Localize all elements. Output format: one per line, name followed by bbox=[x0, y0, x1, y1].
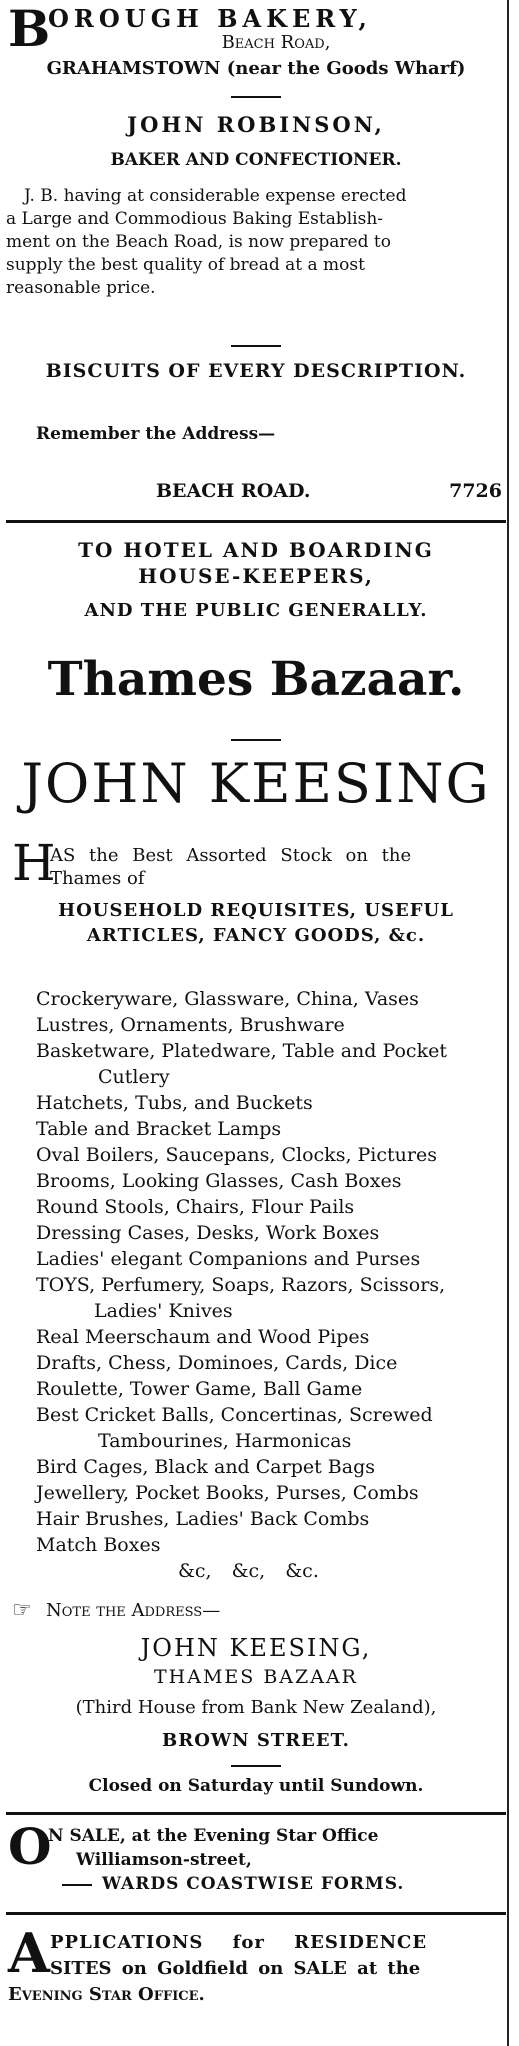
bakery-body-line: ment on the Beach Road, is now prepared to bbox=[6, 232, 391, 252]
bazaar-item: Hatchets, Tubs, and Buckets bbox=[36, 1092, 313, 1114]
sale-line: Williamson-street, bbox=[76, 1850, 252, 1870]
bazaar-categories-line: ARTICLES, FANCY GOODS, &c. bbox=[86, 925, 426, 946]
bazaar-item: Lustres, Ornaments, Brushware bbox=[36, 1014, 345, 1036]
bazaar-item: Bird Cages, Black and Carpet Bags bbox=[36, 1456, 375, 1478]
bazaar-item: Tambourines, Harmonicas bbox=[98, 1430, 352, 1452]
bazaar-etc: &c, &c, &c. bbox=[178, 1560, 319, 1582]
bazaar-item: Cutlery bbox=[98, 1066, 170, 1088]
divider bbox=[231, 96, 281, 98]
bakery-street: Beach Road, bbox=[221, 32, 331, 53]
divider bbox=[231, 1765, 281, 1767]
sale-line: WARDS COASTWISE FORMS. bbox=[102, 1874, 405, 1894]
bazaar-addr-name: JOHN KEESING, bbox=[140, 1634, 372, 1662]
bazaar-note: Note the Address— bbox=[46, 1600, 221, 1621]
bazaar-name: Thames Bazaar. bbox=[47, 652, 465, 707]
section-rule bbox=[6, 1912, 506, 1915]
bakery-body-line: supply the best quality of bread at a most bbox=[6, 255, 365, 275]
bazaar-intro-line: TO HOTEL AND BOARDING bbox=[78, 538, 434, 562]
bazaar-item: Real Meerschaum and Wood Pipes bbox=[36, 1326, 370, 1348]
pointing-hand-icon: ☞ bbox=[12, 1598, 32, 1623]
bakery-drop-cap: B bbox=[8, 0, 51, 58]
bazaar-item: Table and Bracket Lamps bbox=[36, 1118, 282, 1140]
section-rule bbox=[6, 520, 506, 523]
bazaar-addr-shop: THAMES BAZAAR bbox=[154, 1666, 358, 1688]
bazaar-addr-detail: (Third House from Bank New Zealand), bbox=[75, 1697, 437, 1718]
bazaar-item: Oval Boilers, Saucepans, Clocks, Pictures bbox=[36, 1144, 437, 1166]
bakery-biscuits: BISCUITS OF EVERY DESCRIPTION. bbox=[45, 360, 467, 382]
bazaar-lead-line: Thames of bbox=[50, 868, 145, 889]
applications-line: Evening Star Office. bbox=[8, 1984, 205, 2005]
bazaar-item: Jewellery, Pocket Books, Purses, Combs bbox=[36, 1482, 419, 1504]
bazaar-item: Basketware, Platedware, Table and Pocket bbox=[36, 1040, 447, 1062]
newspaper-column bbox=[6, 0, 506, 2046]
bazaar-item: Dressing Cases, Desks, Work Boxes bbox=[36, 1222, 380, 1244]
applications-line: SITES on Goldfield on SALE at the bbox=[50, 1958, 421, 1979]
bakery-ref: 7726 bbox=[449, 480, 502, 502]
bazaar-item: Drafts, Chess, Dominoes, Cards, Dice bbox=[36, 1352, 398, 1374]
column-border bbox=[507, 0, 509, 2046]
divider bbox=[231, 345, 281, 347]
bazaar-categories-line: HOUSEHOLD REQUISITES, USEFUL bbox=[58, 900, 454, 921]
bazaar-item: Brooms, Looking Glasses, Cash Boxes bbox=[36, 1170, 402, 1192]
bazaar-owner: JOHN KEESING bbox=[21, 752, 491, 815]
dash-rule bbox=[62, 1884, 92, 1886]
bakery-title: OROUGH BAKERY, bbox=[48, 4, 372, 33]
bakery-remember: Remember the Address— bbox=[36, 424, 276, 444]
bakery-trade: BAKER AND CONFECTIONER. bbox=[110, 150, 402, 170]
bakery-body-line: a Large and Commodious Baking Establish- bbox=[6, 209, 384, 229]
bazaar-item: TOYS, Perfumery, Soaps, Razors, Scissors, bbox=[36, 1274, 446, 1296]
sale-line: N SALE, at the Evening Star Office bbox=[48, 1826, 379, 1846]
bazaar-intro-line: AND THE PUBLIC GENERALLY. bbox=[84, 600, 428, 621]
sale-drop-cap: O bbox=[8, 1817, 52, 1876]
bazaar-addr-street: BROWN STREET. bbox=[162, 1730, 350, 1751]
applications-line: PPLICATIONS for RESIDENCE bbox=[50, 1932, 428, 1953]
bazaar-item: Crockeryware, Glassware, China, Vases bbox=[36, 988, 419, 1010]
bazaar-item: Ladies' elegant Companions and Purses bbox=[36, 1248, 421, 1270]
bakery-town: GRAHAMSTOWN (near the Goods Wharf) bbox=[46, 58, 466, 79]
bazaar-item: Hair Brushes, Ladies' Back Combs bbox=[36, 1508, 370, 1530]
bazaar-item: Ladies' Knives bbox=[94, 1300, 233, 1322]
bakery-body-line: J. B. having at considerable expense erected bbox=[24, 186, 407, 206]
bazaar-intro-line: HOUSE-KEEPERS, bbox=[138, 564, 374, 588]
bazaar-item: Round Stools, Chairs, Flour Pails bbox=[36, 1196, 355, 1218]
divider bbox=[231, 739, 281, 741]
bakery-proprietor: JOHN ROBINSON, bbox=[127, 112, 385, 137]
bakery-body-line: reasonable price. bbox=[6, 278, 156, 298]
bazaar-drop-cap: H bbox=[12, 834, 56, 892]
bazaar-lead-line: AS the Best Assorted Stock on the bbox=[50, 845, 412, 866]
bazaar-item: Best Cricket Balls, Concertinas, Screwed bbox=[36, 1404, 433, 1426]
section-rule bbox=[6, 1812, 506, 1815]
bakery-address: BEACH ROAD. bbox=[156, 480, 311, 502]
applications-drop-cap: A bbox=[8, 1921, 50, 1985]
bazaar-item: Roulette, Tower Game, Ball Game bbox=[36, 1378, 363, 1400]
bazaar-closed: Closed on Saturday until Sundown. bbox=[88, 1776, 424, 1796]
bazaar-item: Match Boxes bbox=[36, 1534, 161, 1556]
